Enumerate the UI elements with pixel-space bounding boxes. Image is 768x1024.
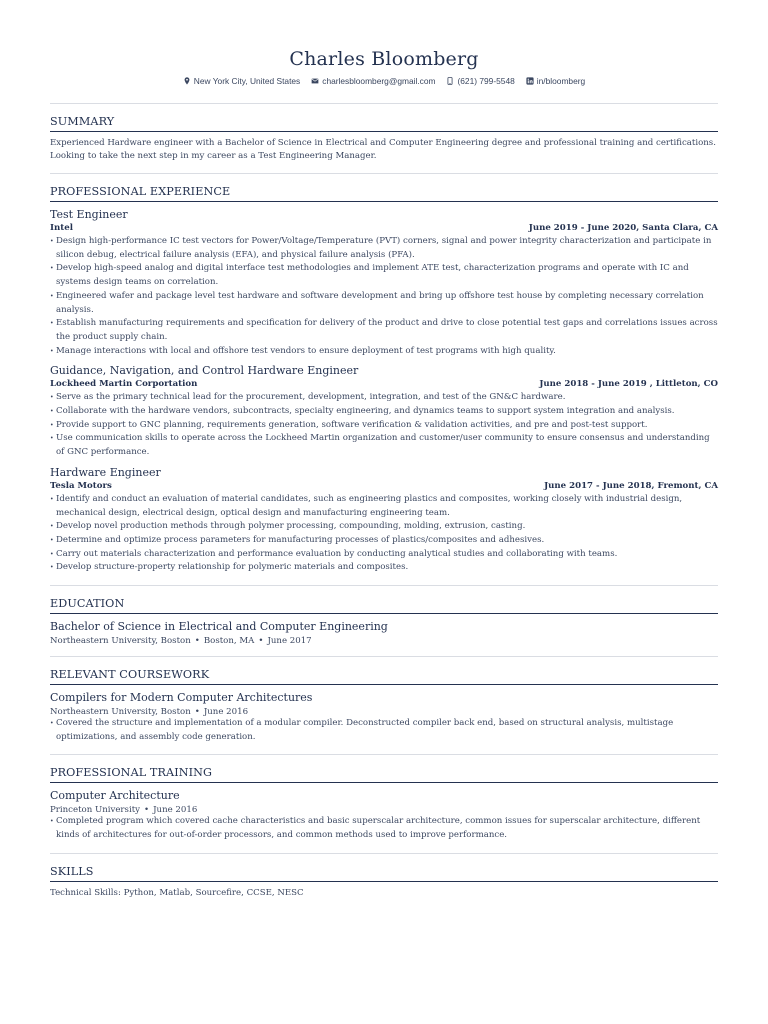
location-text: New York City, United States bbox=[193, 76, 301, 86]
section-title: PROFESSIONAL TRAINING bbox=[50, 766, 718, 783]
bullet-item: • Identify and conduct an evaluation of material candidates, such as engineering plastics and composites, working closely with industrial design, mechanical design, electrical design, optical design and manufacturing engineering team. bbox=[50, 493, 718, 520]
training-bullets bbox=[50, 815, 718, 842]
job-dates-location: June 2018 - June 2019 , Littleton, CO bbox=[539, 379, 718, 390]
job-bullets bbox=[50, 391, 718, 460]
bullet-item: • Determine and optimize process parameters for manufacturing processes of plastics/composites and adhesives. bbox=[50, 534, 718, 548]
contact-email[interactable] bbox=[311, 76, 435, 86]
separator-dot: • bbox=[194, 707, 200, 718]
job-title: Hardware Engineer bbox=[50, 465, 161, 479]
bullet-item: • Carry out materials characterization and performance evaluation by conducting analytical studies and collaborating with teams. bbox=[50, 548, 718, 562]
degree-title: Bachelor of Science in Electrical and Computer Engineering bbox=[50, 620, 388, 634]
course-title: Compilers for Modern Computer Architectures bbox=[50, 691, 313, 705]
bullet-item: • Use communication skills to operate across the Lockheed Martin organization and customer/user community to ensure consensus and understanding of GNC performance. bbox=[50, 432, 718, 459]
candidate-name: Charles Bloomberg bbox=[289, 48, 479, 70]
education-section bbox=[50, 597, 718, 646]
bullet-item: • Serve as the primary technical lead for the procurement, development, integration, and test of the GN&C hardware. bbox=[50, 391, 718, 405]
training-section bbox=[50, 766, 718, 842]
header-divider bbox=[50, 103, 718, 104]
job-meta bbox=[50, 379, 718, 389]
training-meta bbox=[50, 805, 718, 815]
job-bullets bbox=[50, 235, 718, 358]
separator-dot: • bbox=[194, 636, 200, 647]
separator-dot: • bbox=[144, 805, 150, 816]
job-meta bbox=[50, 223, 718, 233]
school-name: Northeastern University, Boston bbox=[50, 707, 191, 718]
bullet-item: • Collaborate with the hardware vendors, subcontracts, specialty engineering, and dynamics teams to support system integration and analysis. bbox=[50, 405, 718, 419]
resume-header bbox=[50, 48, 718, 86]
company-name: Intel bbox=[50, 223, 73, 233]
section-title: RELEVANT COURSEWORK bbox=[50, 668, 718, 685]
job-entry bbox=[50, 364, 718, 460]
linkedin-icon bbox=[526, 77, 534, 85]
contact-linkedin[interactable] bbox=[526, 76, 585, 86]
section-title: SKILLS bbox=[50, 865, 718, 882]
bullet-item: • Completed program which covered cache characteristics and basic superscalar architecture, common issues for superscalar architecture, different kinds of architectures for out-of-order processors, and common methods used to improve performance. bbox=[50, 815, 718, 842]
section-divider bbox=[50, 656, 718, 657]
map-pin-icon bbox=[183, 77, 191, 85]
section-divider bbox=[50, 585, 718, 586]
job-dates-location: June 2019 - June 2020, Santa Clara, CA bbox=[528, 223, 718, 233]
job-title: Test Engineer bbox=[50, 208, 128, 221]
section-title: SUMMARY bbox=[50, 115, 718, 132]
section-divider bbox=[50, 173, 718, 174]
job-title: Guidance, Navigation, and Control Hardware Engineer bbox=[50, 364, 359, 378]
company-name: Tesla Motors bbox=[50, 480, 112, 491]
section-title: PROFESSIONAL EXPERIENCE bbox=[50, 185, 718, 202]
job-entry bbox=[50, 208, 718, 358]
skills-section bbox=[50, 865, 718, 898]
course-meta bbox=[50, 707, 718, 717]
contact-phone[interactable] bbox=[446, 76, 514, 86]
company-name: Lockheed Martin Corportation bbox=[50, 379, 198, 390]
bullet-item: • Engineered wafer and package level test hardware and software development and bring up offshore test house by completing necessary correlation analysis. bbox=[50, 290, 718, 317]
email-text[interactable]: charlesbloomberg@gmail.com bbox=[322, 76, 436, 86]
bullet-item: • Manage interactions with local and offshore test vendors to ensure deployment of test programs with high quality. bbox=[50, 345, 718, 359]
section-title: EDUCATION bbox=[50, 597, 718, 614]
school-name: Princeton University bbox=[50, 805, 141, 816]
bullet-item: • Develop structure-property relationship for polymeric materials and composites. bbox=[50, 561, 718, 575]
school-name: Northeastern University, Boston bbox=[50, 636, 191, 647]
coursework-section bbox=[50, 668, 718, 744]
bullet-item: • Develop high-speed analog and digital interface test methodologies and implement ATE test, characterization programs and operate with IC and systems design teams on correlation. bbox=[50, 262, 718, 289]
summary-section bbox=[50, 115, 718, 163]
section-divider bbox=[50, 754, 718, 755]
separator-dot: • bbox=[258, 636, 264, 647]
skills-text: Technical Skills: Python, Matlab, Sourcefire, CCSE, NESC bbox=[50, 887, 304, 898]
job-entry bbox=[50, 466, 718, 575]
training-title: Computer Architecture bbox=[50, 789, 180, 803]
summary-text: Experienced Hardware engineer with a Bachelor of Science in Electrical and Computer Engineering degree and professional training and certifications. Looking to take the next step in my career as a Test Engineering Manager. bbox=[50, 138, 716, 161]
contact-line bbox=[50, 76, 718, 86]
course-date: June 2016 bbox=[203, 707, 249, 718]
job-bullets bbox=[50, 493, 718, 575]
training-date: June 2016 bbox=[153, 805, 198, 816]
envelope-icon bbox=[311, 77, 319, 85]
job-dates-location: June 2017 - June 2018, Fremont, CA bbox=[544, 480, 718, 491]
bullet-item: • Develop novel production methods through polymer processing, compounding, molding, extrusion, casting. bbox=[50, 520, 718, 534]
bullet-item: • Provide support to GNC planning, requirements generation, software verification & validation activities, and pre and post-test support. bbox=[50, 419, 718, 433]
linkedin-text[interactable]: in/bloomberg bbox=[536, 76, 586, 86]
phone-icon bbox=[446, 77, 454, 85]
job-meta bbox=[50, 481, 718, 491]
phone-text[interactable]: (621) 799-5548 bbox=[457, 76, 515, 86]
experience-section bbox=[50, 185, 718, 575]
bullet-item: • Establish manufacturing requirements and specification for delivery of the product and drive to close potential test gaps and correlations issues across the product supply chain. bbox=[50, 317, 718, 344]
education-meta bbox=[50, 636, 718, 646]
course-bullets bbox=[50, 717, 718, 744]
section-divider bbox=[50, 853, 718, 854]
graduation-date: June 2017 bbox=[267, 636, 312, 647]
contact-location bbox=[183, 76, 300, 86]
school-location: Boston, MA bbox=[203, 636, 255, 647]
bullet-item: • Covered the structure and implementation of a modular compiler. Deconstructed compiler back end, based on structural analysis, multistage optimizations, and assembly code generation. bbox=[50, 717, 718, 744]
bullet-item: • Design high-performance IC test vectors for Power/Voltage/Temperature (PVT) corners, signal and power integrity characterization and participate in silicon debug, electrical failure analysis (EFA), and physical failure analysis (PFA). bbox=[50, 235, 718, 262]
